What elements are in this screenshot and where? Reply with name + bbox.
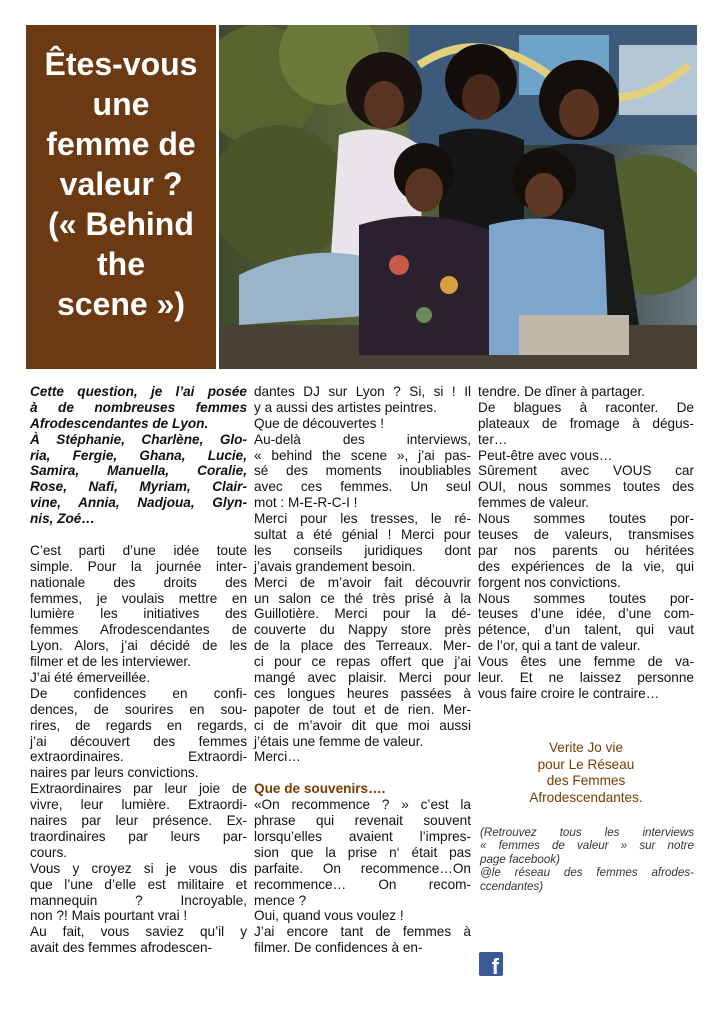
text-line: Au fait, vous saviez qu’il y: [30, 924, 247, 940]
text-line: Que de découvertes !: [254, 415, 384, 431]
text-line: Sûrement avec VOUS car: [478, 463, 694, 479]
text-line: non ?! Mais pourtant vrai !: [30, 908, 188, 924]
text-line: nis, Zoé…: [30, 511, 95, 527]
text-line: @le réseau des femmes afrodes-: [480, 866, 694, 880]
text-line: vivre, leur lumière. Extraordi-: [30, 797, 247, 813]
text-line: mot : M-E-R-C-I !: [254, 495, 358, 511]
text-line: mannequin ? Incroyable,: [30, 892, 247, 908]
facebook-letter: f: [491, 954, 499, 979]
column-2: [254, 384, 471, 956]
text-line: vous faire croire le contraire…: [478, 685, 660, 701]
text-line: parfaite. On recommence…On: [254, 860, 471, 876]
text-line: phrase qui revenait souvent: [254, 813, 471, 829]
text-line: des Femmes: [546, 773, 626, 788]
text-line: de la place des Terreaux. Mer-: [254, 638, 471, 654]
text-line: mangé avec plaisir. Merci pour: [254, 670, 471, 686]
text-line: ci pour ce repas offert que j’ai: [254, 654, 471, 670]
text-line: lumière les initiatives des: [30, 606, 247, 622]
title-box: [26, 25, 216, 369]
column-1: [30, 384, 247, 956]
text-line: j’ai découvert des femmes: [30, 733, 247, 749]
text-line: (Retrouvez tous les interviews: [480, 826, 694, 839]
text-line: les conseils juridiques dont: [254, 542, 471, 558]
group-photo: [219, 25, 697, 369]
text-line: « femmes de valeur » sur notre: [480, 839, 694, 853]
text-line: De confidences en confi-: [30, 685, 247, 701]
text-line: Peut-être avec vous…: [478, 447, 613, 463]
text-line: à de nombreuses femmes: [30, 399, 247, 415]
title-line: Êtes-vous: [44, 46, 198, 82]
text-line: par nos parents ou héritées: [478, 542, 694, 558]
text-line: J’ai encore tant de femmes à: [254, 924, 471, 940]
column-2-part-1: [254, 384, 471, 765]
text-line: ter…: [478, 431, 508, 447]
intro-paragraph: [30, 384, 247, 527]
text-line: plateaux de fromage à dégus-: [478, 415, 694, 431]
text-line: filmer. De confidences à en-: [254, 940, 423, 956]
text-line: Vous y croyez si je vous dis: [30, 860, 247, 876]
text-line: j’étais une femme de valeur.: [254, 733, 424, 749]
text-line: Guillotière. Merci pour la dé-: [254, 606, 471, 622]
text-line: ces longues heures passées à: [254, 685, 471, 701]
text-line: teuses de valeurs, transmises: [478, 527, 694, 543]
text-line: pétence, d’un talent, qui vaut: [478, 622, 694, 638]
text-line: des expériences de la vie, qui: [478, 558, 694, 574]
title-line: femme de: [46, 126, 196, 162]
text-line: simple. Pour la journée inter-: [30, 558, 247, 574]
text-line: Oui, quand vous voulez !: [254, 908, 404, 924]
text-line: Samira, Manuella, Coralie,: [30, 463, 247, 479]
text-line: «On recommence ? » c’est la: [254, 797, 471, 813]
text-line: À Stéphanie, Charlène, Glo-: [30, 431, 247, 447]
text-line: Nous sommes toutes por-: [478, 511, 694, 527]
text-line: de l’or, qui a tant de valeur.: [478, 638, 641, 654]
title-line: (« Behind: [48, 206, 194, 242]
text-line: papoter de tout et de rien. Mer-: [254, 701, 471, 717]
text-line: forgent nos convictions.: [478, 574, 621, 590]
text-line: sé des moments inoubliables: [254, 463, 471, 479]
text-line: extraordinaires. Extraordi-: [30, 749, 247, 765]
text-line: C’est parti d’une idée toute: [30, 542, 247, 558]
text-line: ci de m’avoir dit que moi aussi: [254, 717, 471, 733]
text-line: teuses d’une idée, d’une com-: [478, 606, 694, 622]
facebook-icon[interactable]: [479, 952, 503, 979]
text-line: sultat a été génial ! Merci pour: [254, 527, 471, 543]
text-line: Lyon. Alors, j’ai décidé de les: [30, 638, 247, 654]
text-line: y a aussi des artistes peintres.: [254, 399, 437, 415]
text-line: « behind the scene », j’ai pas-: [254, 447, 471, 463]
text-line: filmer et de les interviewer.: [30, 654, 191, 670]
column-3: [478, 384, 694, 702]
text-line: Extraordinaires par leur joie de: [30, 781, 247, 797]
text-line: Afrodescendantes de Lyon.: [30, 415, 209, 431]
text-line: Afrodescendantes.: [529, 789, 643, 805]
text-line: pour Le Réseau: [537, 756, 635, 772]
text-line: J’ai été émerveillée.: [30, 670, 151, 686]
text-line: femmes de valeur.: [478, 495, 590, 511]
text-line: dences, de sourires en sou-: [30, 701, 247, 717]
text-line: mence ?: [254, 892, 307, 908]
text-line: ria, Fergie, Ghana, Lucie,: [30, 447, 247, 463]
text-line: Verite Jo vie: [548, 740, 624, 755]
text-line: nationale des droits des: [30, 574, 247, 590]
text-line: Merci pour les tresses, le ré-: [254, 511, 471, 527]
text-line: Au-delà des interviews,: [254, 431, 471, 447]
title-line: scene »): [56, 286, 186, 322]
text-line: un salon ce thé très prisé à la: [254, 590, 471, 606]
text-line: avait des femmes afrodescen-: [30, 940, 213, 956]
text-line: rires, de regards en regards,: [30, 717, 247, 733]
column-3-body: [478, 384, 694, 702]
text-line: vine, Annia, Nadjoua, Glyn-: [30, 495, 247, 511]
text-line: naires par leurs convictions.: [30, 765, 199, 781]
text-line: Nous sommes toutes por-: [478, 590, 694, 606]
text-line: tendre. De dîner à partager.: [478, 384, 646, 399]
signature: [478, 740, 694, 806]
text-line: que l’une d’elle est militaire et: [30, 876, 247, 892]
text-line: avec ces femmes. Un seul: [254, 479, 471, 495]
section-heading: Que de souvenirs….: [254, 781, 386, 797]
text-line: Vous êtes une femme de va-: [478, 654, 694, 670]
text-line: page facebook): [480, 852, 560, 866]
text-line: naires par leur présence. Ex-: [30, 813, 247, 829]
text-line: De blagues à raconter. De: [478, 399, 694, 415]
text-line: sion que la prise n‘ était pas: [254, 844, 471, 860]
text-line: Cette question, je l’ai posée: [30, 384, 247, 399]
text-line: recommence… On recom-: [254, 876, 471, 892]
text-line: lorsqu’elles avaient l’impres-: [254, 828, 471, 844]
facebook-note: [480, 826, 694, 893]
title-line: valeur ?: [59, 166, 183, 202]
text-line: femmes Afrodescendantes de: [30, 622, 247, 638]
column-1-body: [30, 543, 247, 956]
text-line: OUI, nous sommes toutes des: [478, 479, 694, 495]
text-line: Merci…: [254, 749, 301, 765]
text-line: Merci de m’avoir fait découvrir: [254, 574, 471, 590]
text-line: Rose, Nafi, Myriam, Clair-: [30, 479, 247, 495]
column-2-part-2: [254, 797, 471, 956]
text-line: femmes, je voulais mettre en: [30, 590, 247, 606]
text-line: leur. Et ne laissez personne: [478, 670, 694, 686]
text-line: couverte du Nappy store près: [254, 622, 471, 638]
text-line: dantes DJ sur Lyon ? Si, si ! Il: [254, 384, 471, 399]
title-line: une: [92, 86, 150, 122]
title-line: the: [97, 246, 145, 282]
text-line: j’avais grandement besoin.: [254, 558, 416, 574]
text-line: ccendantes): [480, 879, 544, 893]
text-line: traordinaires par leurs par-: [30, 828, 247, 844]
text-line: cours.: [30, 844, 68, 860]
